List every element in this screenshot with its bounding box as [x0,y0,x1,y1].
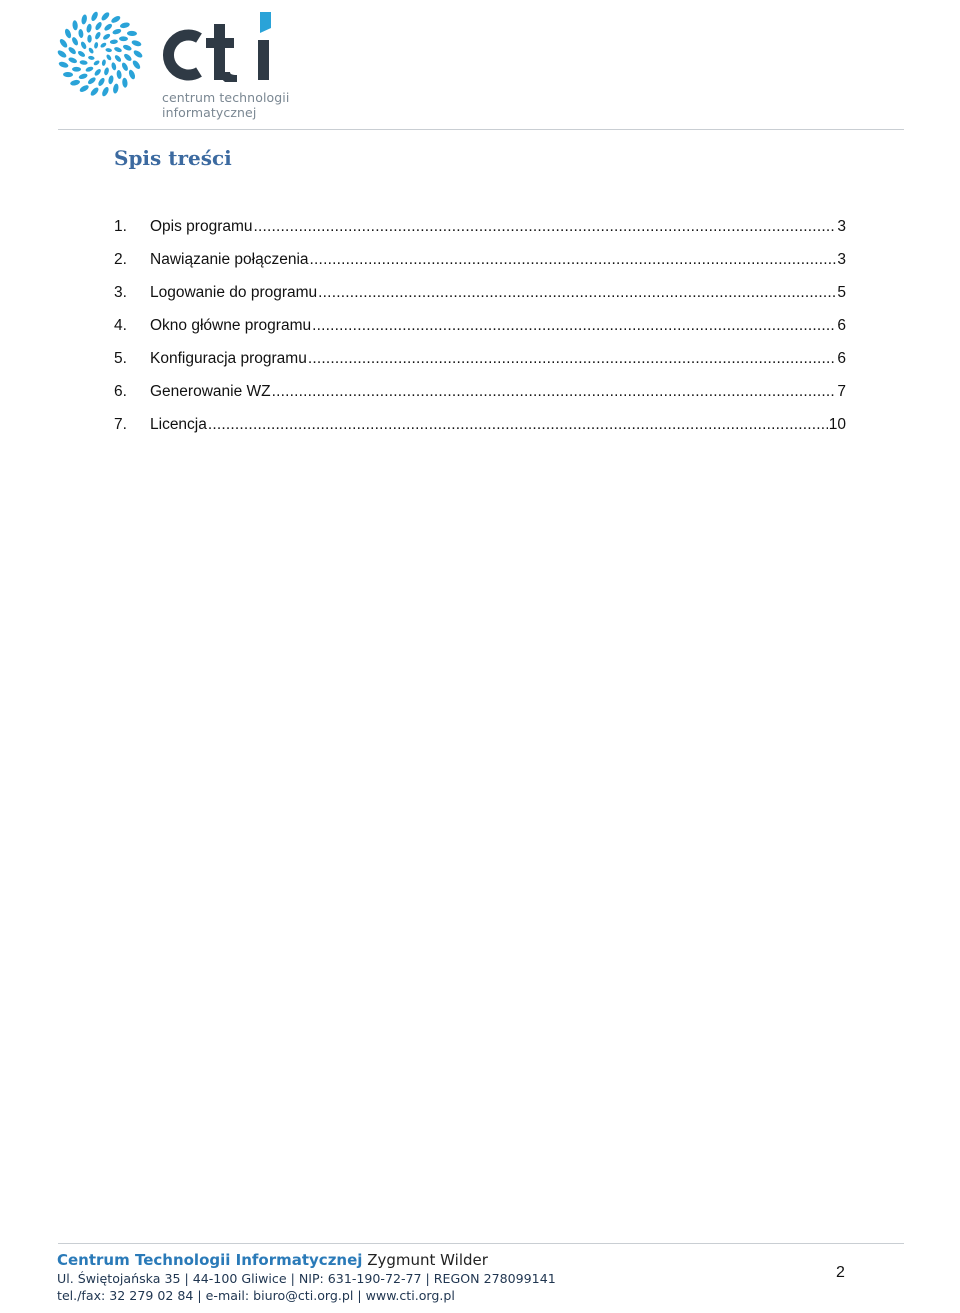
logo-petal [78,73,88,80]
toc-entry-3[interactable] [114,284,846,317]
toc-entry-7[interactable] [114,416,846,449]
logo-petal [58,61,69,69]
table-of-contents [114,218,846,449]
logo-petal [85,66,94,73]
logo-petal [112,83,119,94]
logo-petal [88,55,95,60]
toc-entry-page: 10 [828,416,846,433]
logo-petal [93,59,101,66]
logo-petal [79,60,88,65]
logo-petal [72,20,78,30]
logo-petal [68,56,78,64]
footer-address: Ul. Świętojańska 35 | 44-100 Gliwice | NIP: 631-190-72-77 | REGON 278099141 [57,1271,556,1286]
toc-entry-label: Nawiązanie połączenia [150,251,309,268]
logo-petal [123,53,133,63]
page-footer [57,1251,877,1304]
logo-petal [72,67,81,72]
logo-petal [114,54,123,63]
toc-entry-label: Logowanie do programu [150,284,318,301]
logo-petal [97,77,106,87]
logo-petal [56,49,67,59]
logo-petal [101,86,110,97]
logo-petal [119,22,130,29]
logo-petal [67,46,77,56]
logo-petal [122,44,132,52]
logo-petal [103,67,109,76]
logo-petal [102,33,111,41]
toc-entry-5[interactable] [114,350,846,383]
logo-subtitle [162,90,289,120]
toc-entry-page: 6 [837,317,846,334]
logo-petal [94,21,103,31]
toc-entry-page: 3 [837,251,846,268]
logo-petal [103,23,113,32]
logo-petal [116,70,122,80]
logo-petal [119,36,128,41]
footer-contact: tel./fax: 32 279 02 84 | e-mail: biuro@cti.org.pl | www.cti.org.pl [57,1288,455,1303]
page-header [0,0,960,135]
toc-entry-number: 6. [114,383,127,400]
toc-leader-dots [318,284,836,302]
logo-petal [81,14,88,25]
toc-entry-number: 3. [114,284,127,301]
toc-entry-number: 2. [114,251,127,268]
toc-leader-dots [310,251,837,269]
logo-petal [105,54,112,62]
logo-petal [79,84,90,94]
footer-divider [58,1243,904,1244]
logo-petal [89,86,100,97]
cti-logo-icon [54,8,146,100]
logo-petal [100,42,108,49]
toc-entry-page: 3 [837,218,846,235]
logo-petal [71,36,79,46]
toc-entry-label: Licencja [150,416,207,433]
logo-petal [94,31,102,40]
toc-entry-label: Generowanie WZ [150,383,271,400]
toc-entry-4[interactable] [114,317,846,350]
logo-petal [128,69,137,80]
toc-entry-label: Okno główne programu [150,317,312,334]
logo-petal [122,77,128,87]
logo-petal [86,23,93,33]
logo-petal [94,42,99,49]
toc-entry-1[interactable] [114,218,846,251]
toc-entry-number: 5. [114,350,127,367]
logo-petal [110,39,118,44]
footer-company-line [57,1251,877,1270]
logo-petal [112,28,122,35]
logo-petal [88,47,95,55]
logo-petal [90,11,99,22]
logo-petal [113,46,122,53]
toc-leader-dots [254,218,837,236]
toc-entry-page: 7 [837,383,846,400]
logo-petal [108,75,115,85]
logo-petal [78,29,84,39]
logo-petal [63,72,73,78]
logo-petal [121,62,129,72]
toc-entry-label: Opis programu [150,218,253,235]
toc-entry-number: 1. [114,218,127,235]
toc-leader-dots [312,317,836,335]
page-number: 2 [836,1264,845,1281]
logo-petal [77,50,86,58]
toc-leader-dots [308,350,837,368]
footer-company-name: Centrum Technologii Informatycznej [57,1251,363,1269]
logo-petal [64,28,73,39]
toc-entry-label: Konfiguracja programu [150,350,307,367]
logo-petal [70,79,81,86]
toc-entry-2[interactable] [114,251,846,284]
logo-petal [131,39,142,47]
logo-petal [110,15,121,25]
logo-petal [127,31,137,37]
toc-entry-page: 5 [837,284,846,301]
logo-petal [58,38,68,49]
cti-logo-wordmark [161,10,281,82]
logo-petal [105,48,112,53]
toc-leader-dots [208,416,828,434]
toc-leader-dots [272,383,837,401]
logo-petal [80,41,88,50]
toc-title: Spis treści [114,146,232,170]
logo-petal [93,68,102,77]
logo-subtitle-line1: centrum technologii [162,90,290,105]
logo-petal [132,49,143,59]
toc-entry-number: 7. [114,416,127,433]
logo-petal [111,62,117,71]
toc-entry-number: 4. [114,317,127,334]
toc-entry-6[interactable] [114,383,846,416]
logo-petal [87,35,91,43]
logo-petal [87,76,97,85]
header-divider [58,129,904,130]
logo-petal [101,59,106,66]
logo-petal [131,59,141,70]
toc-entry-page: 6 [837,350,846,367]
footer-owner: Zygmunt Wilder [367,1251,488,1269]
logo-subtitle-line2: informatycznej [162,105,257,120]
logo-petal [100,11,111,22]
